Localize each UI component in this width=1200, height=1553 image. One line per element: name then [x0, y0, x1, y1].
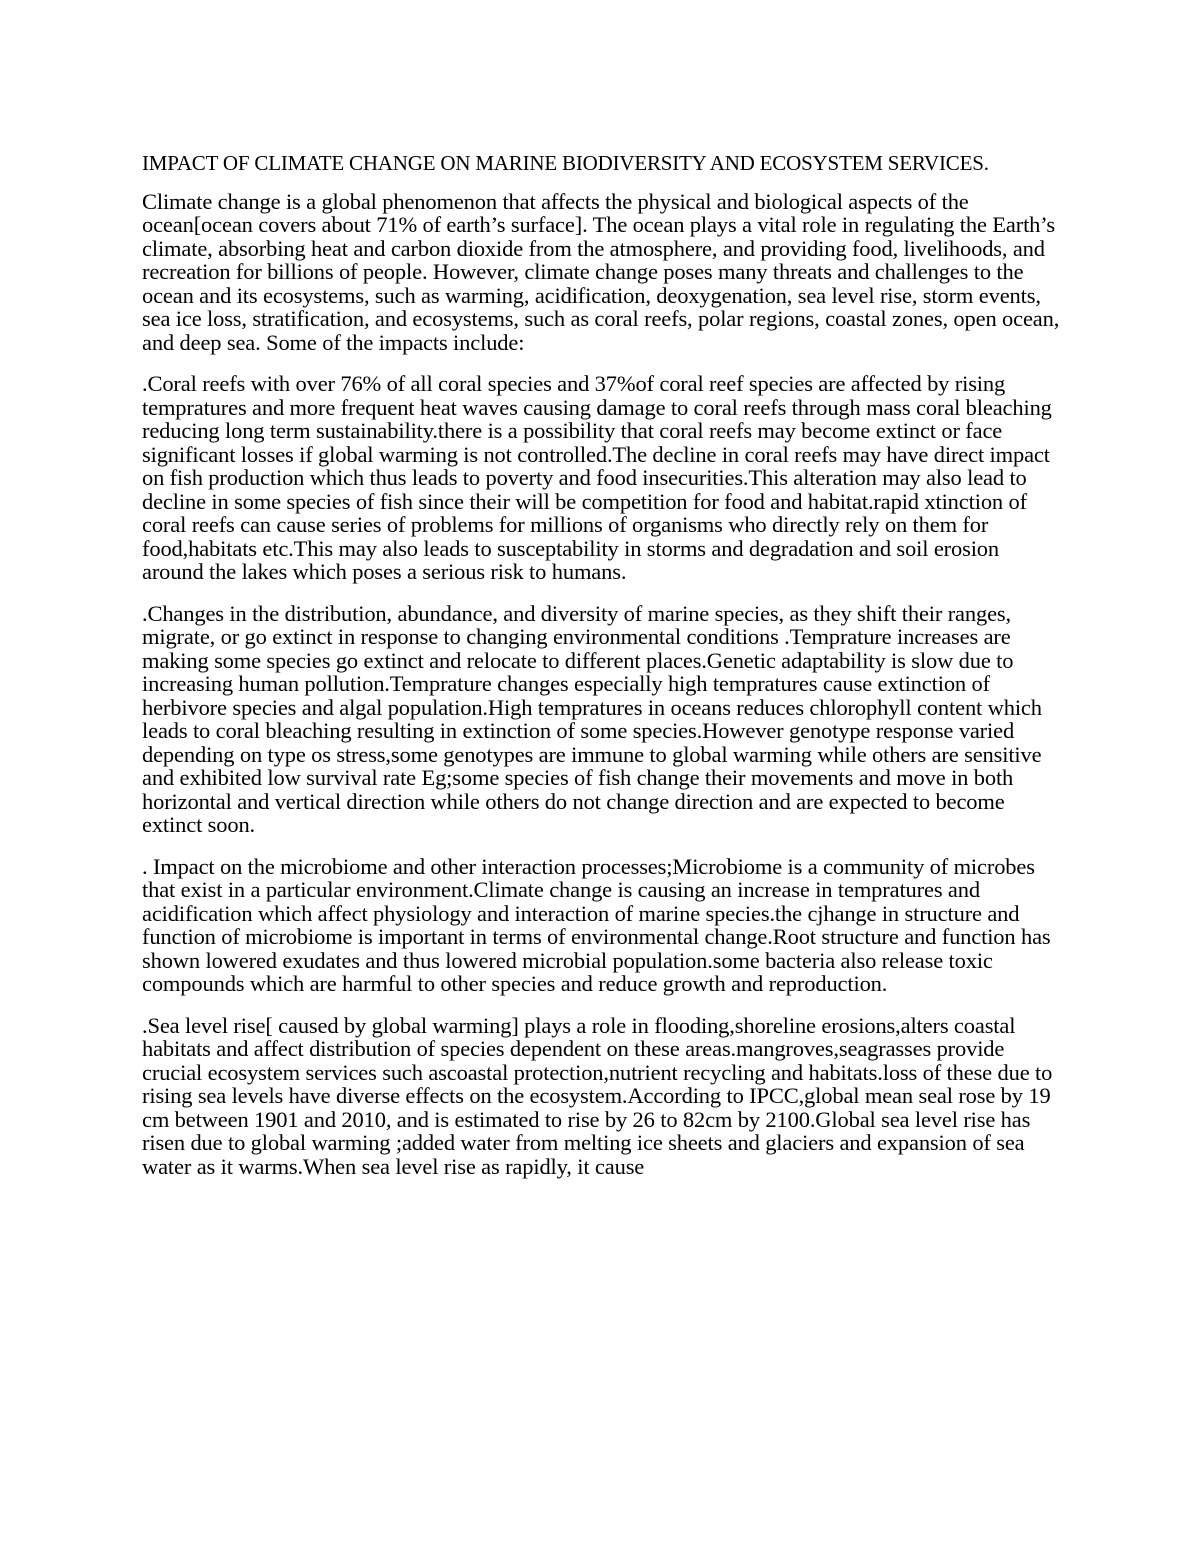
document-body [142, 152, 1062, 1196]
paragraph-sea-level-rise: .Sea level rise[ caused by global warming] plays a role in flooding,shoreline erosions,alters coastal habitats and affect distribution of species dependent on these areas.mangroves,seagrasses provide crucial ecosystem services such ascoastal protection,nutrient recycling and habitats.loss of these due to rising sea levels have diverse effects on the ecosystem.According to IPCC,global mean seal rose by 19 cm between 1901 and 2010, and is estimated to rise by 26 to 82cm by 2100.Global sea level rise has risen due to global warming ;added water from melting ice sheets and glaciers and expansion of sea water as it warms.When sea level rise as rapidly, it cause [142, 1012, 1053, 1179]
paragraph-coral-reefs: .Coral reefs with over 76% of all coral species and 37%of coral reef species are affected by rising tempratures and more frequent heat waves causing damage to coral reefs through mass coral bleaching reducing long term sustainability.there is a possibility that coral reefs may become extinct or face significant losses if global warming is not controlled.The decline in coral reefs may have direct impact on fish production which thus leads to poverty and food insecurities.This alteration may also lead to decline in some species of fish since their will be competition for food and habitat.rapid xtinction of coral reefs can cause series of problems for millions of organisms who directly rely on them for food,habitats etc.This may also leads to susceptability in storms and degradation and soil erosion around the lakes which poses a serious risk to humans. [142, 371, 1052, 584]
paragraph-intro: Climate change is a global phenomenon that affects the physical and biological aspects of the ocean[ocean covers about 71% of earth’s surface]. The ocean plays a vital role in regulating the Earth’s climate, absorbing heat and carbon dioxide from the atmosphere, and providing food, livelihoods, and recreation for billions of people. However, climate change poses many threats and challenges to the ocean and its ecosystems, such as warming, acidification, deoxygenation, sea level rise, storm events, sea ice loss, stratification, and ecosystems, such as coral reefs, polar regions, coastal zones, open ocean, and deep sea. Some of the impacts include: [142, 188, 1060, 355]
paragraph-species-distribution: .Changes in the distribution, abundance, and diversity of marine species, as they shift their ranges, migrate, or go extinct in response to changing environmental conditions .Temprature increases are making some species go extinct and relocate to different places.Genetic adaptability is slow due to increasing human pollution.Temprature changes especially high tempratures cause extinction of herbivore species and algal population.High tempratures in oceans reduces chlorophyll content which leads to coral bleaching resulting in extinction of some species.However genotype response varied depending on type os stress,some genotypes are immune to global warming while others are sensitive and exhibited low survival rate Eg;some species of fish change their movements and move in both horizontal and vertical direction while others do not change direction and are expected to become extinct soon. [142, 600, 1042, 837]
document-title: IMPACT OF CLIMATE CHANGE ON MARINE BIODIVERSITY AND ECOSYSTEM SERVICES. [142, 151, 989, 175]
paragraph-microbiome: . Impact on the microbiome and other interaction processes;Microbiome is a community of microbes that exist in a particular environment.Climate change is causing an increase in tempratures and acidification which affect physiology and interaction of marine species.the cjhange in structure and function of microbiome is important in terms of environmental change.Root structure and function has shown lowered exudates and thus lowered microbial population.some bacteria also release toxic compounds which are harmful to other species and reduce growth and reproduction. [142, 853, 1051, 996]
